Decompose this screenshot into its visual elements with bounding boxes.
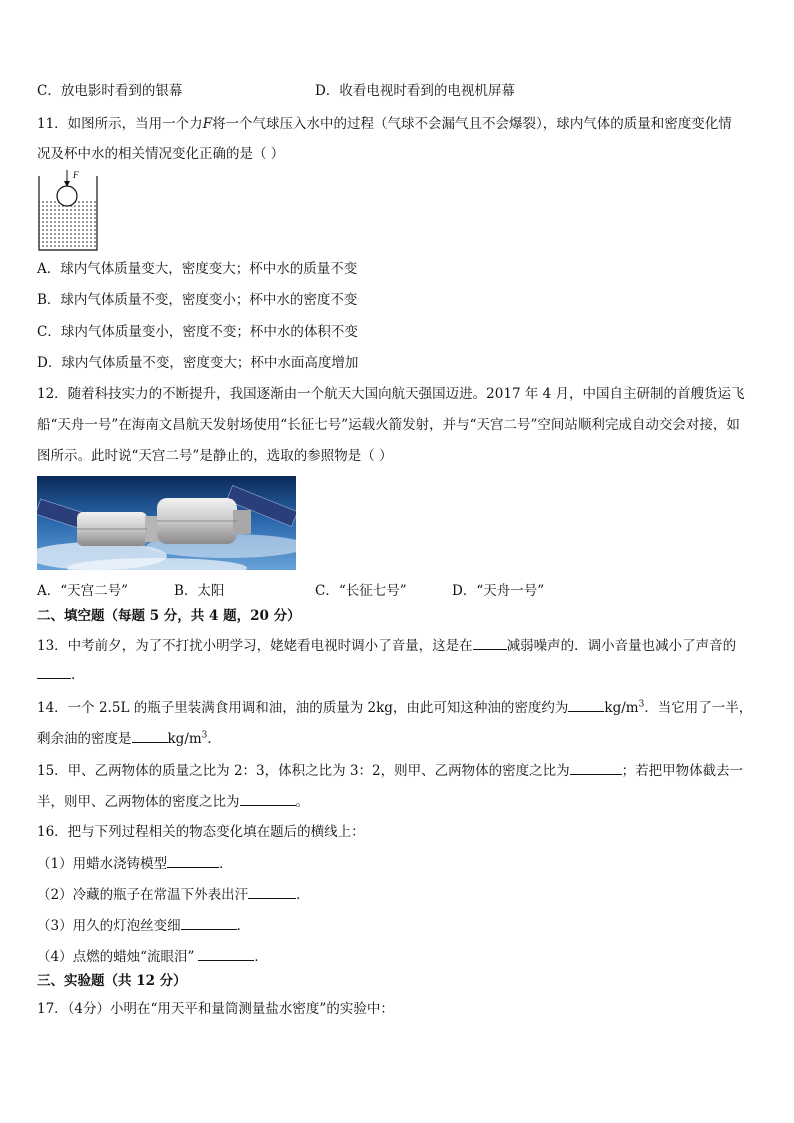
q15-line1 [37,760,743,781]
q17-stem: 17．（4分）小明在“用天平和量筒测量盐水密度”的实验中： [37,1001,394,1017]
q12-option-c: C．“长征七号” [315,583,407,599]
section3-title: 三、实验题（共 12 分） [37,973,187,989]
q14-unit-1: kg/m [604,700,639,716]
q14-blank-2 [132,728,168,743]
q15-blank-2 [240,791,296,806]
q16-item-4-end: ． [254,949,268,965]
q14-text-c: 剩余油的密度是 [37,731,132,747]
q13-text-a: 13．中考前夕，为了不打扰小明学习，姥姥看电视时调小了音量，这是在 [37,638,473,654]
q15-text-b: ；若把甲物体截去一 [621,763,744,779]
force-label: F [73,170,79,180]
q16-item-1-end: ． [219,856,233,872]
q15-text-a: 15．甲、乙两物体的质量之比为 2：3，体积之比为 3：2，则甲、乙两物体的密度之比为 [37,763,570,779]
q16-stem: 16．把与下列过程相关的物态变化填在题后的横线上： [37,824,365,840]
q13-text-b: 减弱噪声的．调小音量也减小了声音的 [506,638,737,654]
q13-end: . [71,667,76,683]
q16-item-2-end: ． [296,887,310,903]
station-rear [233,510,251,534]
q16-blank-1 [167,853,219,868]
q16-item-3 [37,915,250,936]
q12-stem-line3: 图所示。此时说“天宫二号”是静止的，选取的参照物是（ ） [37,448,393,464]
q11-option-b: B．球内气体质量不变，密度变小；杯中水的密度不变 [37,292,358,308]
q14-line2 [37,728,221,749]
q10-option-d: D．收看电视时看到的电视机屏幕 [315,83,515,99]
q10-options-cd [37,81,515,101]
q11-force-symbol: F [202,116,213,132]
q16-item-3-end: ． [236,918,251,934]
balloon-circle [57,186,77,206]
q12-option-a: A．“天宫二号” [37,583,129,599]
section2-title: 二、填空题（每题 5 分，共 4 题，20 分） [37,608,301,624]
q11-option-a: A．球内气体质量变大，密度变大；杯中水的质量不变 [37,261,358,277]
q14-text-a: 14．一个 2.5L 的瓶子里装满食用调和油，油的质量为 2kg，由此可知这种油的密度约为 [37,700,569,716]
q14-unit-1-exponent: 3 [638,699,645,710]
space-station-photo [37,476,296,570]
q12-options [37,581,544,601]
q10-option-c: C．放电影时看到的银幕 [37,83,183,99]
q12-option-b: B．太阳 [174,583,225,599]
q11-stem-line1 [37,114,732,134]
docking-port [145,516,159,542]
q13-line1 [37,635,736,656]
q14-line1 [37,697,752,718]
q16-item-2-text: （2）冷藏的瓶子在常温下外表出汗 [37,887,249,903]
q16-item-4-text: （4）点燃的蜡烛“流眼泪” [37,949,195,965]
q15-blank-1 [570,760,622,775]
q11-text-a: 11．如图所示，当用一个力 [37,116,203,132]
q15-end: 。 [295,794,309,810]
q16-blank-2 [248,884,296,899]
q16-item-1-text: （1）用蜡水浇铸模型 [37,856,168,872]
q14-unit-2: kg/m [167,731,202,747]
q11-option-d: D．球内气体质量不变，密度变大；杯中水面高度增加 [37,355,359,371]
q16-item-1 [37,853,233,874]
q16-item-3-text: （3）用久的灯泡丝变细 [37,918,181,934]
q16-blank-4 [198,946,254,961]
q14-text-b: ．当它用了一半， [644,700,753,716]
q13-line2 [37,664,75,685]
q14-blank-1 [568,697,604,712]
q12-stem-line1: 12．随着科技实力的不断提升，我国逐渐由一个航天大国向航天强国迈进。2017 年 4 月，中国自主研制的首艘货运飞 [37,386,745,402]
q11-text-b: 将一个气球压入水中的过程（气球不会漏气且不会爆裂），球内气体的质量和密度变化情 [212,116,732,132]
q16-item-2 [37,884,310,905]
q16-blank-3 [181,915,237,930]
balloon-in-beaker-figure [37,168,99,252]
q12-stem-line2: 船“天舟一号”在海南文昌航天发射场使用“长征七号”运载火箭发射，并与“天宫二号”空间站顺利完成自动交会对接，如 [37,417,740,433]
q16-item-4 [37,946,268,967]
q14-end: ． [207,731,221,747]
q13-blank-1 [473,635,507,650]
q15-line2 [37,791,309,812]
water-dots [39,201,97,250]
q11-stem-line2: 况及杯中水的相关情况变化正确的是（ ） [37,146,285,162]
q15-text-c: 半，则甲、乙两物体的密度之比为 [37,794,240,810]
q11-option-c: C．球内气体质量变小，密度不变；杯中水的体积不变 [37,324,358,340]
q12-option-d: D．“天舟一号” [452,583,545,599]
q13-blank-2 [37,664,71,679]
q14-unit-2-exponent: 3 [201,730,208,741]
